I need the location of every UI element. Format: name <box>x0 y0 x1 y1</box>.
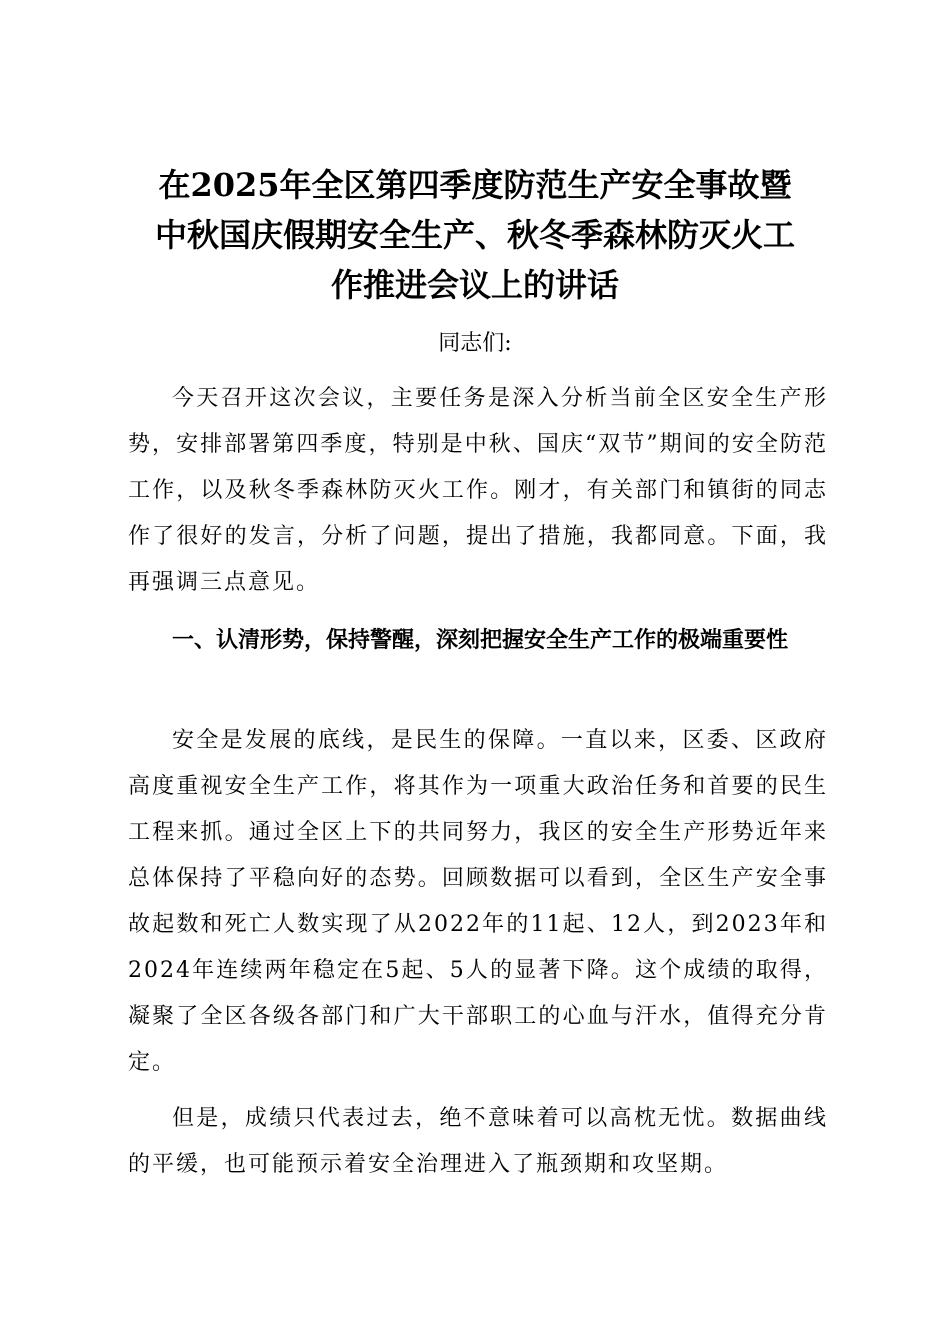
document-title <box>110 160 840 310</box>
title-line: 在2025年全区第四季度防范生产安全事故暨 <box>158 166 792 204</box>
body-paragraph: 但是，成绩只代表过去，绝不意味着可以高枕无忧。数据曲线的平缓，也可能预示着安全治理进入了瓶颈期和攻坚期。 <box>128 1106 828 1177</box>
section-heading: 一、认清形势，保持警醒，深刻把握安全生产工作的极端重要性 <box>172 628 789 653</box>
title-line: 中秋国庆假期安全生产、秋冬季森林防灭火工 <box>154 216 795 254</box>
body-paragraph: 安全是发展的底线，是民生的保障。一直以来，区委、区政府高度重视安全生产工作，将其作为一项重大政治任务和首要的民生工程来抓。通过全区上下的共同努力，我区的安全生产形势近年来总体保持了平稳向好的态势。回顾数据可以看到，全区生产安全事故起数和死亡人数实现了从2022年的11起、12人，到2023年和2024年连续两年稳定在5起、5人的显著下降。这个成绩的取得，凝聚了全区各级各部门和广大干部职工的心血与汗水，值得充分肯定。 <box>128 728 828 1075</box>
body-paragraph: 今天召开这次会议，主要任务是深入分析当前全区安全生产形势，安排部署第四季度，特别是中秋、国庆“双节”期间的安全防范工作，以及秋冬季森林防灭火工作。刚才，有关部门和镇街的同志作了很好的发言，分析了问题，提出了措施，我都同意。下面，我再强调三点意见。 <box>128 386 828 595</box>
title-line: 作推进会议上的讲话 <box>330 266 619 304</box>
salutation: 同志们: <box>438 331 512 356</box>
